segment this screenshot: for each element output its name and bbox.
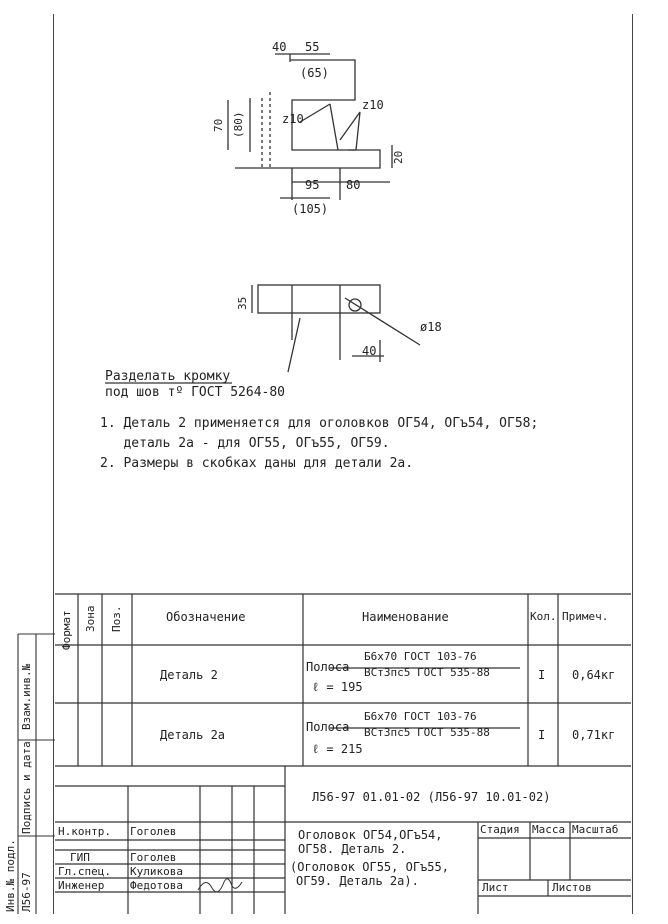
row1-name-prefix: Полоса <box>306 660 350 674</box>
dim-80: 80 <box>346 178 361 192</box>
dim-40-side: 40 <box>362 344 377 358</box>
role-engineer: Инженер <box>58 879 105 892</box>
stamp-inv-number: Л56-97 <box>20 872 33 912</box>
row2-length: ℓ = 215 <box>312 742 363 756</box>
dim-55: 55 <box>305 40 320 54</box>
header-qty: Кол. <box>530 610 557 623</box>
header-format: Формат <box>60 610 73 650</box>
dim-80-paren: (80) <box>232 111 245 138</box>
dim-hole: ø18 <box>420 320 442 334</box>
name-glspec: Куликова <box>130 865 183 878</box>
name-gip: Гоголев <box>130 851 177 864</box>
dim-20: 20 <box>392 150 405 164</box>
row2-name-bottom: ВСт3пс5 ГОСТ 535-88 <box>364 726 490 739</box>
title-line-2: ОГ58. Деталь 2. <box>298 842 407 856</box>
row1-name-top: Б6х70 ГОСТ 103-76 <box>364 650 477 663</box>
dim-35: 35 <box>236 296 249 310</box>
header-zone: Зона <box>84 605 97 632</box>
row1-qty: I <box>538 668 546 682</box>
sheets-label: Листов <box>552 881 592 894</box>
note-2: 2. Размеры в скобках даны для детали 2а. <box>100 456 414 471</box>
dim-40: 40 <box>272 40 287 54</box>
bevel-note-2: под шов тº ГОСТ 5264-80 <box>105 385 286 400</box>
stamp-inv-swap: Взам.инв.№ <box>20 663 33 730</box>
row1-name-bottom: ВСт3пс5 ГОСТ 535-88 <box>364 666 490 679</box>
header-designation: Обозначение <box>166 610 246 624</box>
stage-label: Стадия <box>480 823 520 836</box>
row1-designation: Деталь 2 <box>160 668 218 682</box>
row2-remark: 0,71кг <box>572 728 616 742</box>
dim-95: 95 <box>305 178 320 192</box>
row2-name-prefix: Полоса <box>306 720 350 734</box>
dim-105: (105) <box>292 202 329 216</box>
mass-label: Масса <box>532 823 566 836</box>
dim-70: 70 <box>212 118 225 132</box>
row1-length: ℓ = 195 <box>312 680 363 694</box>
header-pos: Поз. <box>110 605 123 632</box>
weld-z10-right: z10 <box>362 98 384 112</box>
stamp-inv-orig: Инв.№ подл. <box>4 839 17 912</box>
note-1: 1. Деталь 2 применяется для оголовков ОГ54, ОГъ54, ОГ58; <box>100 416 539 431</box>
dim-65: (65) <box>300 66 329 80</box>
row1-remark: 0,64кг <box>572 668 616 682</box>
doc-code: Л56-97 01.01-02 (Л56-97 10.01-02) <box>312 790 551 804</box>
role-nkontr: Н.контр. <box>58 825 111 838</box>
scale-label: Масштаб <box>572 823 619 836</box>
name-nkontr: Гоголев <box>130 825 177 838</box>
weld-z10-left: z10 <box>282 112 304 126</box>
header-name: Наименование <box>362 610 449 624</box>
title-line-4: ОГ59. Деталь 2а). <box>296 874 419 888</box>
title-line-3: (Оголовок ОГ55, ОГъ55, <box>290 860 449 874</box>
row2-qty: I <box>538 728 546 742</box>
stamp-sign-date: Подпись и дата <box>20 741 33 834</box>
row2-designation: Деталь 2а <box>160 728 226 742</box>
note-1-cont: деталь 2а - для ОГ55, ОГъ55, ОГ59. <box>100 436 390 451</box>
role-gip: ГИП <box>70 851 90 864</box>
sheet-label: Лист <box>482 881 509 894</box>
name-engineer: Федотова <box>130 879 183 892</box>
title-line-1: Оголовок ОГ54,ОГъ54, <box>298 828 443 842</box>
header-remark: Примеч. <box>562 610 609 623</box>
bevel-note-1: Разделать кромку <box>105 369 231 384</box>
row2-name-top: Б6х70 ГОСТ 103-76 <box>364 710 477 723</box>
role-glspec: Гл.спец. <box>58 865 111 878</box>
